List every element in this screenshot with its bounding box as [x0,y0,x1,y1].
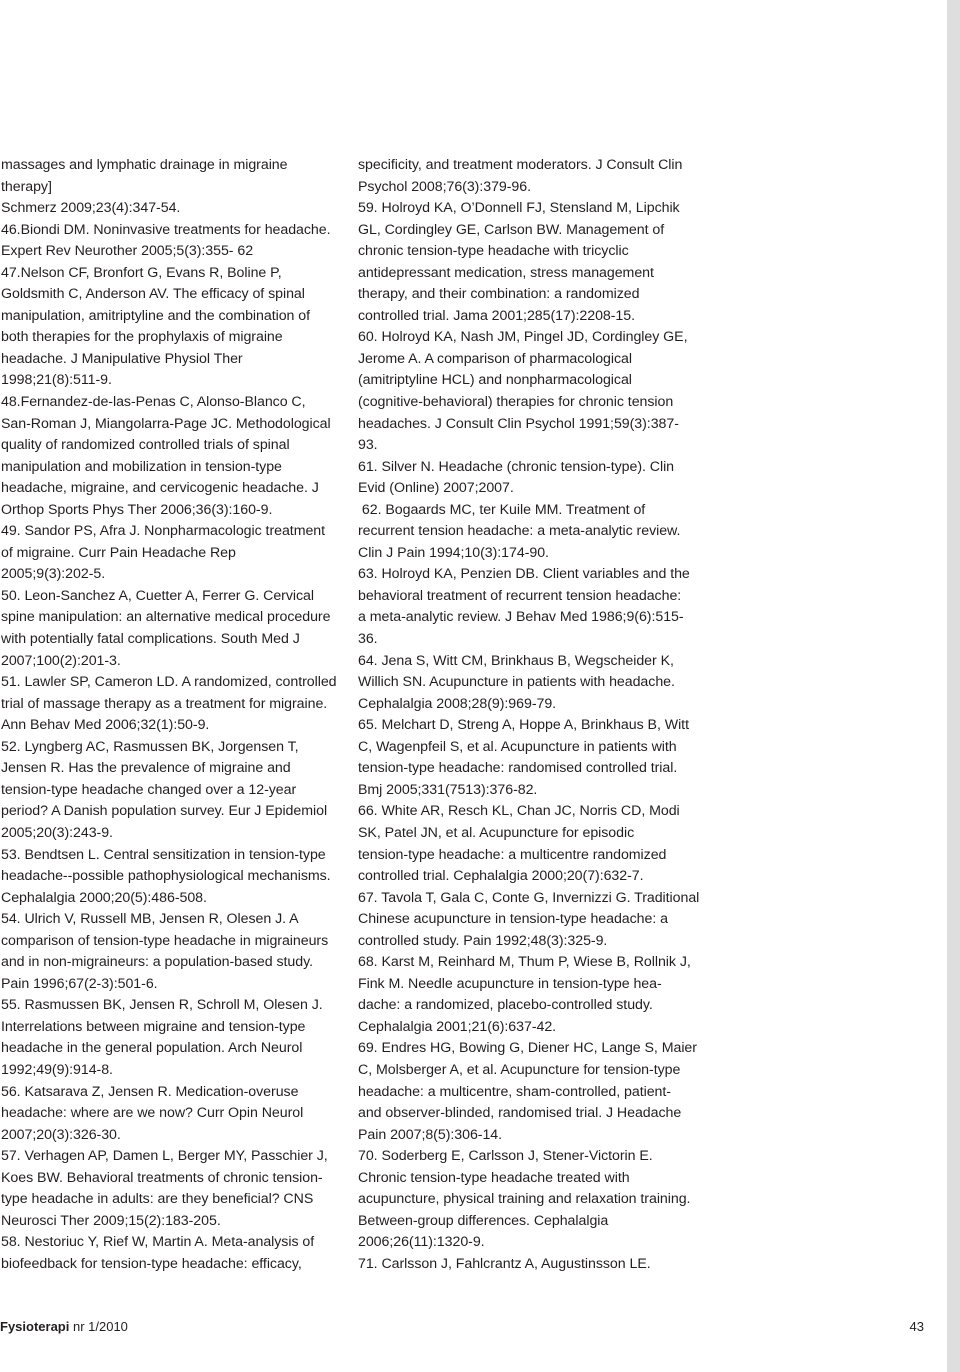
reference-line: 1992;49(9):914-8. [1,1061,113,1078]
reference-line: period? A Danish population survey. Eur J Epidemiol [1,803,328,820]
reference-line: 1998;21(8):511-9. [1,372,112,389]
reference-line: manipulation, amitriptyline and the combination of [1,307,311,324]
reference-line: 69. Endres HG, Bowing G, Diener HC, Lange S, Maier [358,1040,697,1057]
reference-line: 61. Silver N. Headache (chronic tension-type). Clin [358,458,675,475]
reference-line: controlled trial. Jama 2001;285(17):2208-15. [358,307,635,324]
reference-line: headache--possible pathophysiological mechanisms. [1,868,331,885]
reference-line: 49. Sandor PS, Afra J. Nonpharmacologic treatment [1,523,326,540]
reference-line: Fink M. Needle acupuncture in tension-type hea- [358,975,662,992]
reference-line: tension-type headache: randomised controlled trial. [358,760,678,777]
reference-line: tension-type headache changed over a 12-year [1,781,297,798]
journal-name: Fysioterapi [0,1319,70,1334]
reference-line: recurrent tension headache: a meta-analytic review. [358,523,681,540]
reference-line: (amitriptyline HCL) and nonpharmacological [358,372,632,389]
reference-line: 93. [358,437,378,454]
reference-line: 59. Holroyd KA, O’Donnell FJ, Stensland M, Lipchik [358,200,680,217]
reference-line: with potentially fatal complications. South Med J [1,631,300,648]
reference-line: Bmj 2005;331(7513):376-82. [358,781,538,798]
reference-line: 66. White AR, Resch KL, Chan JC, Norris CD, Modi [358,803,680,820]
reference-line: Psychol 2008;76(3):379-96. [358,178,532,195]
reference-line: behavioral treatment of recurrent tension headache: [358,587,682,604]
reference-line: 47.Nelson CF, Bronfort G, Evans R, Boline P, [1,264,282,281]
reference-line: chronic tension-type headache with tricyclic [358,243,629,260]
reference-line: manipulation and mobilization in tension-type [1,458,282,475]
reference-line: 52. Lyngberg AC, Rasmussen BK, Jorgensen T, [1,738,299,755]
footer-publication [0,1319,128,1335]
reference-line: biofeedback for tension-type headache: efficacy, [1,1255,302,1272]
reference-line: of migraine. Curr Pain Headache Rep [1,544,236,561]
reference-line: Willich SN. Acupuncture in patients with headache. [358,674,675,691]
reference-line: GL, Cordingley GE, Carlson BW. Management of [358,221,665,238]
reference-line: Neurosci Ther 2009;15(2):183-205. [1,1212,221,1229]
reference-line: comparison of tension-type headache in migraineurs [1,932,329,949]
reference-line: Koes BW. Behavioral treatments of chronic tension- [1,1169,323,1186]
reference-line: 60. Holroyd KA, Nash JM, Pingel JD, Cordingley GE, [358,329,688,346]
references-left-column [1,155,337,1275]
reference-line: (cognitive-behavioral) therapies for chronic tension [358,394,674,411]
reference-line: specificity, and treatment moderators. J Consult Clin [358,157,683,173]
reference-line: headache: a multicentre, sham-controlled, patient- [358,1083,671,1100]
reference-line: Expert Rev Neurother 2005;5(3):355- 62 [1,243,254,260]
reference-line: 57. Verhagen AP, Damen L, Berger MY, Passchier J, [1,1148,328,1165]
reference-line: headache in the general population. Arch Neurol [1,1040,303,1057]
reference-line: Between-group differences. Cephalalgia [358,1212,609,1229]
reference-line: therapy] [1,178,52,195]
reference-line: Cephalalgia 2008;28(9):969-79. [358,695,557,712]
reference-line: Chronic tension-type headache treated with [358,1169,630,1186]
reference-line: 48.Fernandez-de-las-Penas C, Alonso-Blanco C, [1,394,306,411]
reference-line: 58. Nestoriuc Y, Rief W, Martin A. Meta-analysis of [1,1234,315,1251]
reference-line: headaches. J Consult Clin Psychol 1991;59(3):387- [358,415,679,432]
reference-line: headache: where are we now? Curr Opin Neurol [1,1105,304,1122]
reference-line: controlled study. Pain 1992;48(3):325-9. [358,932,608,949]
reference-line: Cephalalgia 2000;20(5):486-508. [1,889,207,906]
reference-line: acupuncture, physical training and relaxation training. [358,1191,691,1208]
reference-line: Clin J Pain 1994;10(3):174-90. [358,544,549,561]
reference-line: headache, migraine, and cervicogenic headache. J [1,480,319,497]
reference-line: 51. Lawler SP, Cameron LD. A randomized, controlled [1,674,337,691]
reference-line: 2005;20(3):243-9. [1,824,113,841]
reference-line: headache. J Manipulative Physiol Ther [1,350,243,367]
issue-number: nr 1/2010 [72,1319,128,1334]
page-edge-bar [947,0,960,1372]
reference-line: Schmerz 2009;23(4):347-54. [1,200,181,217]
reference-line: Interrelations between migraine and tension-type [1,1018,306,1035]
reference-line: C, Wagenpfeil S, et al. Acupuncture in patients with [358,738,677,755]
reference-line: Pain 2007;8(5):306-14. [358,1126,503,1143]
reference-line: San-Roman J, Miangolarra-Page JC. Methodological [1,415,331,432]
reference-line: trial of massage therapy as a treatment for migraine. [1,695,328,712]
reference-line: controlled trial. Cephalalgia 2000;20(7):632-7. [358,868,644,885]
reference-line: 36. [358,631,378,648]
reference-line: 2007;100(2):201-3. [1,652,121,669]
reference-line: massages and lymphatic drainage in migraine [1,157,288,173]
reference-line: tension-type headache: a multicentre randomized [358,846,667,863]
references-right-column [358,155,700,1275]
reference-line: 65. Melchart D, Streng A, Hoppe A, Brinkhaus B, Witt [358,717,689,734]
reference-line: Chinese acupuncture in tension-type headache: a [358,911,668,928]
reference-line: Jensen R. Has the prevalence of migraine and [1,760,291,777]
reference-line: 46.Biondi DM. Noninvasive treatments for headache. [1,221,331,238]
reference-line: 67. Tavola T, Gala C, Conte G, Invernizzi G. Traditional [358,889,700,906]
reference-line: 64. Jena S, Witt CM, Brinkhaus B, Wegscheider K, [358,652,674,669]
reference-line: Orthop Sports Phys Ther 2006;36(3):160-9. [1,501,273,518]
reference-line: 62. Bogaards MC, ter Kuile MM. Treatment of [358,501,646,518]
reference-line: Pain 1996;67(2-3):501-6. [1,975,158,992]
reference-line: 63. Holroyd KA, Penzien DB. Client variables and the [358,566,690,583]
reference-line: Jerome A. A comparison of pharmacological [358,350,632,367]
reference-line: Evid (Online) 2007;2007. [358,480,514,497]
reference-line: SK, Patel JN, et al. Acupuncture for episodic [358,824,635,841]
reference-line: Goldsmith C, Anderson AV. The efficacy of spinal [1,286,305,303]
reference-line: both therapies for the prophylaxis of migraine [1,329,283,346]
reference-line: 2005;9(3):202-5. [1,566,106,583]
reference-line: therapy, and their combination: a randomized [358,286,640,303]
reference-line: 54. Ulrich V, Russell MB, Jensen R, Olesen J. A [1,911,299,928]
reference-line: Cephalalgia 2001;21(6):637-42. [358,1018,557,1035]
reference-line: and in non-migraineurs: a population-based study. [1,954,313,971]
reference-line: 50. Leon-Sanchez A, Cuetter A, Ferrer G. Cervical [1,587,314,604]
reference-line: type headache in adults: are they beneficial? CNS [1,1191,314,1208]
reference-line: dache: a randomized, placebo-controlled study. [358,997,653,1014]
reference-line: 68. Karst M, Reinhard M, Thum P, Wiese B, Rollnik J, [358,954,691,971]
page-number: 43 [909,1319,924,1334]
reference-line: antidepressant medication, stress management [358,264,654,281]
reference-line: and observer-blinded, randomised trial. J Headache [358,1105,682,1122]
reference-line: Ann Behav Med 2006;32(1):50-9. [1,717,210,734]
reference-line: 70. Soderberg E, Carlsson J, Stener-Victorin E. [358,1148,653,1165]
reference-line: 2007;20(3):326-30. [1,1126,121,1143]
reference-line: 53. Bendtsen L. Central sensitization in tension-type [1,846,326,863]
reference-line: 71. Carlsson J, Fahlcrantz A, Augustinsson LE. [358,1255,651,1272]
reference-line: 56. Katsarava Z, Jensen R. Medication-overuse [1,1083,299,1100]
reference-line: C, Molsberger A, et al. Acupuncture for tension-type [358,1061,681,1078]
reference-line: a meta-analytic review. J Behav Med 1986;9(6):515- [358,609,684,626]
reference-line: spine manipulation: an alternative medical procedure [1,609,331,626]
reference-line: quality of randomized controlled trials of spinal [1,437,290,454]
reference-line: 2006;26(11):1320-9. [358,1234,485,1251]
reference-line: 55. Rasmussen BK, Jensen R, Schroll M, Olesen J. [1,997,323,1014]
